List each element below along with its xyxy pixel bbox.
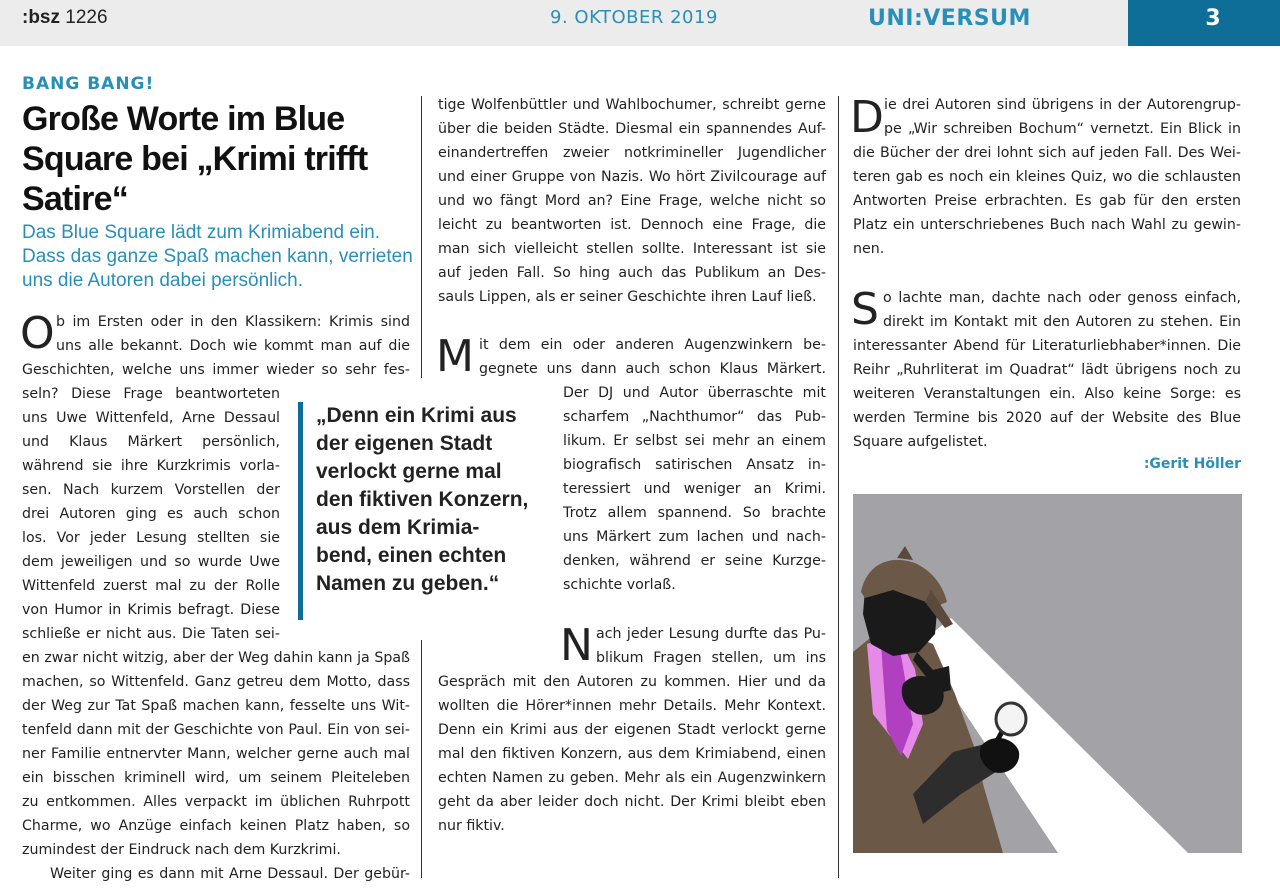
text-line: pe „Wir schreiben Bochum“ vernetzt. Ein Blick in bbox=[884, 121, 1241, 137]
col3-last-b: Square aufgelistet. bbox=[853, 434, 988, 450]
text-line: b im Ersten oder in den Klassikern: Krimis sind bbox=[56, 314, 410, 330]
column-rule bbox=[421, 640, 422, 878]
text-line: uns Uwe Wittenfeld, Arne Dessaul bbox=[22, 410, 280, 426]
col2-last-a: sauls Lippen, als er seiner Geschichte ihren Lauf ließ. bbox=[438, 289, 817, 305]
dropcap-o: O bbox=[20, 308, 55, 359]
text-line: leicht zu beantworten ist. Dennoch eine Frage, die bbox=[438, 217, 826, 233]
text-line: weiteren Veranstaltungen ein. Also keine Sorge: es bbox=[853, 386, 1241, 402]
text-line: geht da aber leider doch nicht. Der Krimi bleibt eben bbox=[438, 794, 826, 810]
text-line: Antworten Preise erbrachten. Es gab für den ersten bbox=[853, 193, 1241, 209]
headline bbox=[22, 99, 367, 219]
col2-dropcap-n-text bbox=[596, 622, 826, 670]
text-line: drei Autoren ging es auch schon bbox=[22, 506, 280, 522]
col3-dropcap-s-text bbox=[883, 286, 1241, 334]
quote-line: Namen zu geben.“ bbox=[316, 572, 500, 595]
text-line: Charme, wo Anzüge einfach keinen Platz haben, so bbox=[22, 818, 410, 834]
text-line: gegnete uns dann auch schon Klaus Märkert. bbox=[479, 361, 826, 377]
text-line: Der DJ und Autor überraschte mit bbox=[563, 385, 826, 401]
text-line: machen, so Wittenfeld. Ganz getreu dem Motto, dass bbox=[22, 674, 410, 690]
page-number: 3 bbox=[1205, 6, 1221, 31]
issue-date: 9. OKTOBER 2019 bbox=[550, 7, 718, 28]
quote-line: verlockt gerne mal bbox=[316, 460, 502, 483]
text-line: und einer Gruppe von Nazis. Wo hört Zivilcourage auf bbox=[438, 169, 826, 185]
quote-bar bbox=[298, 402, 303, 620]
text-line: interessanter Abend für Literaturliebhaber*innen. Die bbox=[853, 338, 1241, 354]
pull-quote bbox=[316, 402, 528, 598]
text-line: los. Vor jeder Lesung stellten sie bbox=[22, 530, 280, 546]
magnifier-lens bbox=[996, 703, 1026, 735]
page-number-box bbox=[1128, 0, 1280, 46]
col1-text-b bbox=[22, 646, 410, 838]
text-line: o lachte man, dachte nach oder genoss einfach, bbox=[883, 290, 1241, 306]
col3-dropcap-d-text bbox=[884, 93, 1241, 141]
col1-text bbox=[22, 358, 410, 382]
lead-text bbox=[22, 221, 413, 293]
text-line: Denn ein Krimi aus der eigenen Stadt verlockt gerne bbox=[438, 722, 826, 738]
text-line: Trotz allem spannend. So brachte bbox=[563, 505, 826, 521]
issue-number: 1226 bbox=[65, 7, 108, 28]
text-line: der Weg zur Tat Spaß machen kann, fesselte uns Wit- bbox=[22, 698, 410, 714]
dropcap-n: N bbox=[560, 620, 593, 671]
hat-bow bbox=[897, 546, 913, 560]
text-line: uns alle bekannt. Doch wie kommt man auf die bbox=[56, 338, 410, 354]
text-line: seln? Diese Frage beantworteten bbox=[22, 386, 280, 402]
text-line: likum. Er selbst sei mehr an einem bbox=[563, 433, 826, 449]
text-line: und wo fängt Mord an? Eine Frage, welche nicht so bbox=[438, 193, 826, 209]
text-line: tige Wolfenbüttler und Wahlbochumer, schreibt gerne bbox=[438, 97, 826, 113]
col3-text-a bbox=[853, 141, 1241, 237]
text-line: teren gab es noch ein kleines Quiz, wo die schlausten bbox=[853, 169, 1241, 185]
column-rule bbox=[838, 96, 839, 878]
text-line: it dem ein oder anderen Augenzwinkern be- bbox=[479, 337, 826, 353]
col1-para2-line: Weiter ging es dann mit Arne Dessaul. Der gebür- bbox=[50, 866, 410, 882]
dropcap-d: D bbox=[850, 92, 884, 143]
text-line: ein bisschen kriminell wird, um seinem Pleiteleben bbox=[22, 770, 410, 786]
quote-line: den fiktiven Konzern, bbox=[316, 488, 529, 511]
text-line: Wittenfeld zuerst mal zu der Rolle bbox=[22, 578, 280, 594]
col2-narrow-last: schichte vorlaß. bbox=[563, 577, 676, 593]
col2-narrow-text bbox=[563, 381, 826, 573]
text-line: ie drei Autoren sind übrigens in der Autorengrup- bbox=[884, 97, 1241, 113]
col2-text-b bbox=[438, 670, 826, 814]
dropcap-s: S bbox=[851, 284, 879, 335]
text-line: Geschichten, welche uns immer wieder so sehr fes- bbox=[22, 362, 410, 378]
text-line: uns Märkert zum lachen und nach- bbox=[563, 529, 826, 545]
col1-dropcap-text bbox=[56, 310, 410, 358]
column-rule bbox=[421, 96, 422, 378]
brand-label: :bsz bbox=[22, 7, 60, 28]
lead-line: Das Blue Square lädt zum Krimiabend ein. bbox=[22, 222, 381, 243]
text-line: man sich vielleicht stellen sollte. Interessant ist sie bbox=[438, 241, 826, 257]
text-line: ach jeder Lesung durfte das Pu- bbox=[596, 626, 826, 642]
col3-last-a: nen. bbox=[853, 241, 885, 257]
text-line: während sie ihre Kurzkrimis vorla- bbox=[22, 458, 280, 474]
text-line: echten Namen zu geben. Mehr als ein Augenzwinkern bbox=[438, 770, 826, 786]
col3-text-b bbox=[853, 334, 1241, 430]
text-line: Reihr „Ruhrliterat im Quadrat“ lädt übrigens noch zu bbox=[853, 362, 1241, 378]
col1-last-line: zumindest der Eindruck nach dem Kurzkrimi. bbox=[22, 842, 341, 858]
col1-narrow-text bbox=[22, 382, 280, 646]
text-line: ner Familie entnervter Mann, welcher gerne auch mal bbox=[22, 746, 410, 762]
text-line: teressiert und weniger an Krimi. bbox=[563, 481, 826, 497]
text-line: zu entkommen. Alles verpackt im üblichen Ruhrpott bbox=[22, 794, 410, 810]
detective-svg bbox=[853, 494, 1242, 853]
detective-illustration bbox=[853, 494, 1242, 853]
text-line: über die beiden Städte. Diesmal ein spannendes Auf- bbox=[438, 121, 826, 137]
text-line: schließe er nicht aus. Die Taten sei- bbox=[22, 626, 280, 642]
headline-line: Große Worte im Blue bbox=[22, 100, 345, 138]
lead-line: uns die Autoren dabei persönlich. bbox=[22, 270, 303, 291]
quote-line: der eigenen Stadt bbox=[316, 432, 493, 455]
col2-last-b: nur fiktiv. bbox=[438, 818, 505, 834]
text-line: dem jeweiligen und so wurde Uwe bbox=[22, 554, 280, 570]
text-line: direkt im Kontakt mit den Autoren zu stehen. Ein bbox=[883, 314, 1241, 330]
text-line: blikum Fragen stellen, um ins bbox=[596, 650, 826, 666]
text-line: auf jeden Fall. So hing auch das Publikum an Des- bbox=[438, 265, 826, 281]
author-credit: :Gerit Höller bbox=[1143, 456, 1241, 472]
headline-line: Satire“ bbox=[22, 180, 128, 218]
col2-dropcap-m-text bbox=[479, 333, 826, 381]
text-line: en zwar nicht witzig, aber der Weg dahin kann ja Spaß bbox=[22, 650, 410, 666]
header-bar bbox=[0, 0, 1280, 46]
lead-line: Dass das ganze Spaß machen kann, verrieten bbox=[22, 246, 413, 267]
dropcap-m: M bbox=[436, 331, 474, 382]
text-line: die Bücher der drei lohnt sich auf jeden Fall. Des Wei- bbox=[853, 145, 1241, 161]
issue-label bbox=[22, 7, 108, 29]
text-line: Gespräch mit den Autoren zu kommen. Hier und da bbox=[438, 674, 826, 690]
section-title: UNI:VERSUM bbox=[868, 6, 1031, 31]
headline-line: Square bei „Krimi trifft bbox=[22, 140, 368, 178]
quote-line: „Denn ein Krimi aus bbox=[316, 404, 517, 427]
quote-line: bend, einen echten bbox=[316, 544, 507, 567]
text-line: von Humor in Krimis befragt. Diese bbox=[22, 602, 280, 618]
text-line: wollten die Hörer*innen mehr Details. Mehr Kontext. bbox=[438, 698, 826, 714]
text-line: biografisch satirischen Ansatz in- bbox=[563, 457, 826, 473]
text-line: denken, während er seine Kurzge- bbox=[563, 553, 826, 569]
text-line: scharfem „Nachthumor“ das Pub- bbox=[563, 409, 826, 425]
quote-line: aus dem Krimia- bbox=[316, 516, 480, 539]
text-line: mal den fiktiven Konzern, aus dem Krimiabend, einen bbox=[438, 746, 826, 762]
text-line: werden Termine bis 2020 auf der Website des Blue bbox=[853, 410, 1241, 426]
text-line: einandertreffen zweier notkrimineller Jugendlicher bbox=[438, 145, 826, 161]
text-line: und Klaus Märkert persönlich, bbox=[22, 434, 280, 450]
text-line: tenfeld dann mit der Geschichte von Paul. Ein von sei- bbox=[22, 722, 410, 738]
text-line: sen. Nach kurzem Vorstellen der bbox=[22, 482, 280, 498]
text-line: Platz ein unterschriebenes Buch nach Wahl zu gewin- bbox=[853, 217, 1241, 233]
col2-text-a bbox=[438, 93, 826, 285]
kicker: BANG BANG! bbox=[22, 74, 155, 94]
